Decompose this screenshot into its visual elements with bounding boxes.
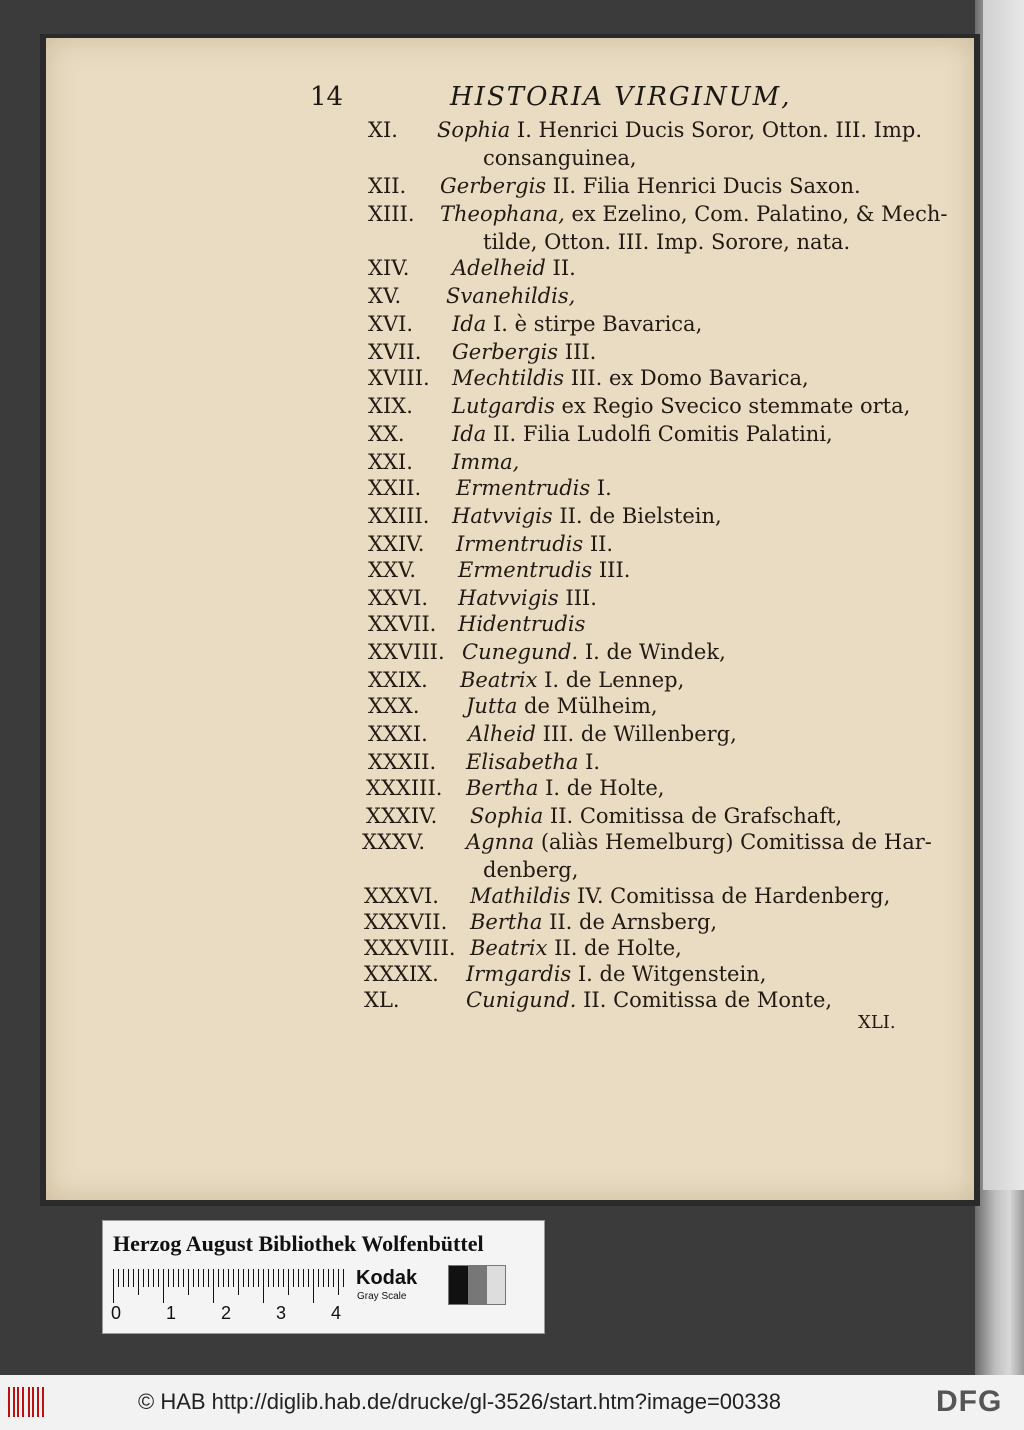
entry-name: Svanehildis, [446, 284, 576, 308]
ruler-tick [333, 1269, 334, 1287]
entry-name: Theophana, [440, 202, 565, 226]
ruler-tick [148, 1269, 149, 1287]
ruler-tick [268, 1269, 269, 1287]
entry-text [460, 668, 684, 692]
entry-number: XVII. [368, 340, 422, 364]
ruler-tick [308, 1269, 309, 1287]
entry-text [452, 504, 722, 528]
ruler-tick [168, 1269, 169, 1287]
entry-number: XXVIII. [368, 640, 445, 664]
ruler-tick [208, 1269, 209, 1287]
entry-name: Mathildis [470, 884, 571, 908]
entry-description: III. [558, 340, 597, 364]
ruler-tick [243, 1269, 244, 1287]
ruler-tick [218, 1269, 219, 1287]
entry-name: Ermentrudis [456, 476, 591, 500]
entry-text [452, 422, 833, 446]
entry-number: XXXVI. [364, 884, 439, 908]
ruler-tick [318, 1269, 319, 1287]
entry-text [440, 174, 861, 198]
entry-number: XXIV. [368, 532, 425, 556]
ruler-tick [133, 1269, 134, 1287]
entry-name: Irmentrudis [456, 532, 584, 556]
entry-number: XXX. [368, 694, 420, 718]
entry-text [483, 858, 578, 882]
entry-name: Hidentrudis [458, 612, 586, 636]
ruler-tick [273, 1269, 274, 1287]
ruler-tick [198, 1269, 199, 1287]
entry-description: ex Regio Svecico stemmate orta, [554, 394, 911, 418]
entry-number: XL. [364, 988, 400, 1012]
gray-scale-label: Gray Scale [357, 1291, 407, 1302]
entry-text [470, 936, 682, 960]
entry-name: Hatvvigis [452, 504, 553, 528]
entry-name: Bertha [466, 776, 539, 800]
entry-name: Jutta [466, 694, 518, 718]
entry-number: XXXVII. [364, 910, 448, 934]
entry-description: I. [590, 476, 612, 500]
entry-description: I. [578, 750, 601, 774]
entry-number: XXXVIII. [364, 936, 456, 960]
ruler-tick [213, 1269, 214, 1303]
ruler-tick [313, 1269, 314, 1303]
entry-text [470, 804, 842, 828]
entry-name: Beatrix [460, 668, 538, 692]
entry-name: Lutgardis [452, 394, 555, 418]
ruler-tick [298, 1269, 299, 1287]
entry-description: II. Filia Henrici Ducis Saxon. [546, 174, 861, 198]
ruler-tick [338, 1269, 339, 1295]
entry-text [452, 366, 809, 390]
ruler-number: 3 [276, 1303, 287, 1323]
entry-text [468, 722, 737, 746]
ruler-tick [173, 1269, 174, 1287]
ruler-number: 4 [331, 1303, 342, 1323]
entry-text [437, 118, 922, 142]
entry-text [456, 476, 612, 500]
entry-number: XVI. [368, 312, 414, 336]
ruler-tick [203, 1269, 204, 1287]
entry-text [470, 910, 717, 934]
ruler-tick [143, 1269, 144, 1287]
ruler-tick [288, 1269, 289, 1295]
entry-description: (aliàs Hemelburg) Comitissa de Har- [534, 830, 932, 854]
ruler-number: 1 [166, 1303, 177, 1323]
entry-description: de Mülheim, [517, 694, 658, 718]
entry-text [452, 256, 576, 280]
entry-description: II. Filia Ludolfi Comitis Palatini, [486, 422, 833, 446]
entry-number: XXXIV. [366, 804, 438, 828]
entry-description: II. de Bielstein, [552, 504, 722, 528]
entry-description: II. de Arnsberg, [542, 910, 718, 934]
entry-name: Cunegund. [462, 640, 579, 664]
ruler-tick [153, 1269, 154, 1287]
entry-description: II. [545, 256, 576, 280]
entry-description: I. de Windek, [578, 640, 726, 664]
entry-text [466, 962, 766, 986]
ruler-tick [228, 1269, 229, 1287]
entry-name: Imma, [452, 450, 520, 474]
entry-text [483, 146, 637, 170]
page-number: 14 [310, 82, 344, 112]
dfg-logo: DFG [936, 1385, 1003, 1418]
entry-number: XXI. [368, 450, 413, 474]
entry-text [452, 312, 702, 336]
entry-description: II. [583, 532, 614, 556]
entry-description: III. de Willenberg, [536, 722, 737, 746]
ruler-tick [163, 1269, 164, 1303]
entry-description: II. Comitissa de Grafschaft, [543, 804, 843, 828]
entry-number: XXII. [368, 476, 422, 500]
entry-number: XIX. [368, 394, 413, 418]
entry-description: I. Henrici Ducis Soror, Otton. III. Imp. [510, 118, 922, 142]
entry-description: IV. Comitissa de Hardenberg, [570, 884, 891, 908]
entry-text [458, 558, 630, 582]
ruler-tick [328, 1269, 329, 1287]
entry-text [466, 988, 832, 1012]
entry-name: Ida [452, 312, 487, 336]
entry-text [470, 884, 890, 908]
entry-text [462, 640, 726, 664]
entry-number: XXVII. [368, 612, 437, 636]
entry-text [466, 830, 932, 854]
ruler-tick [343, 1269, 344, 1287]
ruler-tick [128, 1269, 129, 1287]
entry-name: Beatrix [470, 936, 548, 960]
ruler-tick [253, 1269, 254, 1287]
entry-description: II. Comitissa de Monte, [576, 988, 833, 1012]
entry-description: III. ex Domo Bavarica, [564, 366, 809, 390]
entry-text [456, 532, 613, 556]
entry-description: III. [558, 586, 597, 610]
entry-description: consanguinea, [483, 146, 637, 170]
entry-name: Gerbergis [452, 340, 559, 364]
ruler-tick [263, 1269, 264, 1303]
ruler-tick [188, 1269, 189, 1295]
entry-description: II. de Holte, [547, 936, 682, 960]
ruler-tick [233, 1269, 234, 1287]
entry-text [466, 750, 600, 774]
entry-text [466, 694, 658, 718]
entry-number: XXVI. [368, 586, 429, 610]
entry-number: XXXV. [362, 830, 426, 854]
gray-patches [448, 1265, 506, 1305]
ruler-tick [283, 1269, 284, 1287]
ruler-tick [258, 1269, 259, 1287]
library-name: Herzog August Bibliothek Wolfenbüttel [113, 1231, 484, 1256]
entry-number: XVIII. [368, 366, 430, 390]
running-head [310, 82, 910, 122]
kodak-logo: Kodak [356, 1267, 418, 1289]
ruler-tick [138, 1269, 139, 1295]
entry-description: tilde, Otton. III. Imp. Sorore, nata. [483, 230, 851, 254]
adjacent-page-edge [975, 0, 1024, 1375]
entry-text [483, 230, 850, 254]
entry-number: XII. [368, 174, 407, 198]
ruler-tick [183, 1269, 184, 1287]
entry-name: Bertha [470, 910, 543, 934]
ruler-tick [293, 1269, 294, 1287]
entry-number: XXIX. [368, 668, 428, 692]
entry-description: ex Ezelino, Com. Palatino, & Mech- [564, 202, 948, 226]
entry-number: XXIII. [368, 504, 430, 528]
ruler-tick [123, 1269, 124, 1287]
ruler-tick [248, 1269, 249, 1287]
entry-name: Gerbergis [440, 174, 547, 198]
hab-barcode-icon [8, 1387, 48, 1417]
entry-name: Irmgardis [466, 962, 572, 986]
entry-number: XXXIX. [364, 962, 439, 986]
entry-name: Elisabetha [466, 750, 579, 774]
entry-description: I. de Lennep, [537, 668, 685, 692]
entry-description: denberg, [483, 858, 579, 882]
entry-number: XX. [368, 422, 405, 446]
catchword: XLI. [858, 1012, 896, 1033]
ruler-tick [158, 1269, 159, 1287]
entry-number: XXXI. [368, 722, 428, 746]
entry-number: XIII. [368, 202, 415, 226]
entry-text [440, 202, 947, 226]
ruler-tick [323, 1269, 324, 1287]
ruler-tick [278, 1269, 279, 1287]
scale-ruler [113, 1269, 349, 1303]
ruler-number: 2 [221, 1303, 232, 1323]
entry-name: Hatvvigis [458, 586, 559, 610]
entry-number: XXXIII. [366, 776, 443, 800]
library-color-card [102, 1220, 545, 1334]
ruler-tick [113, 1269, 114, 1303]
entry-number: XIV. [368, 256, 410, 280]
entry-name: Sophia [437, 118, 511, 142]
ruler-tick [223, 1269, 224, 1287]
entry-text [452, 450, 519, 474]
entry-text [446, 284, 575, 308]
entry-text [458, 586, 597, 610]
entry-name: Alheid [468, 722, 536, 746]
entry-description: I. de Witgenstein, [571, 962, 767, 986]
entry-number: XXXII. [368, 750, 437, 774]
entry-name: Mechtildis [452, 366, 565, 390]
entry-description: I. è stirpe Bavarica, [486, 312, 703, 336]
entry-name: Sophia [470, 804, 544, 828]
running-head-title: HISTORIA VIRGINUM, [450, 82, 792, 112]
entry-number: XV. [368, 284, 402, 308]
entry-number: XXV. [368, 558, 417, 582]
entry-name: Ida [452, 422, 487, 446]
entry-text [466, 776, 664, 800]
entry-description: I. de Holte, [538, 776, 665, 800]
ruler-tick [238, 1269, 239, 1295]
ruler-tick [303, 1269, 304, 1287]
entry-text [452, 394, 910, 418]
ruler-tick [193, 1269, 194, 1287]
ruler-number: 0 [111, 1303, 122, 1323]
entry-text [452, 340, 596, 364]
credit-link[interactable]: © HAB http://diglib.hab.de/drucke/gl-3526/start.htm?image=00338 [138, 1389, 781, 1414]
ruler-numbers [111, 1303, 351, 1327]
ruler-tick [118, 1269, 119, 1287]
entry-name: Adelheid [452, 256, 546, 280]
entry-name: Cunigund. [466, 988, 577, 1012]
footer-bar [0, 1375, 1024, 1430]
ruler-tick [178, 1269, 179, 1287]
entry-number: XI. [368, 118, 398, 142]
entry-name: Ermentrudis [458, 558, 593, 582]
entry-name: Agnna [466, 830, 535, 854]
entry-text [458, 612, 585, 636]
entry-description: III. [592, 558, 631, 582]
